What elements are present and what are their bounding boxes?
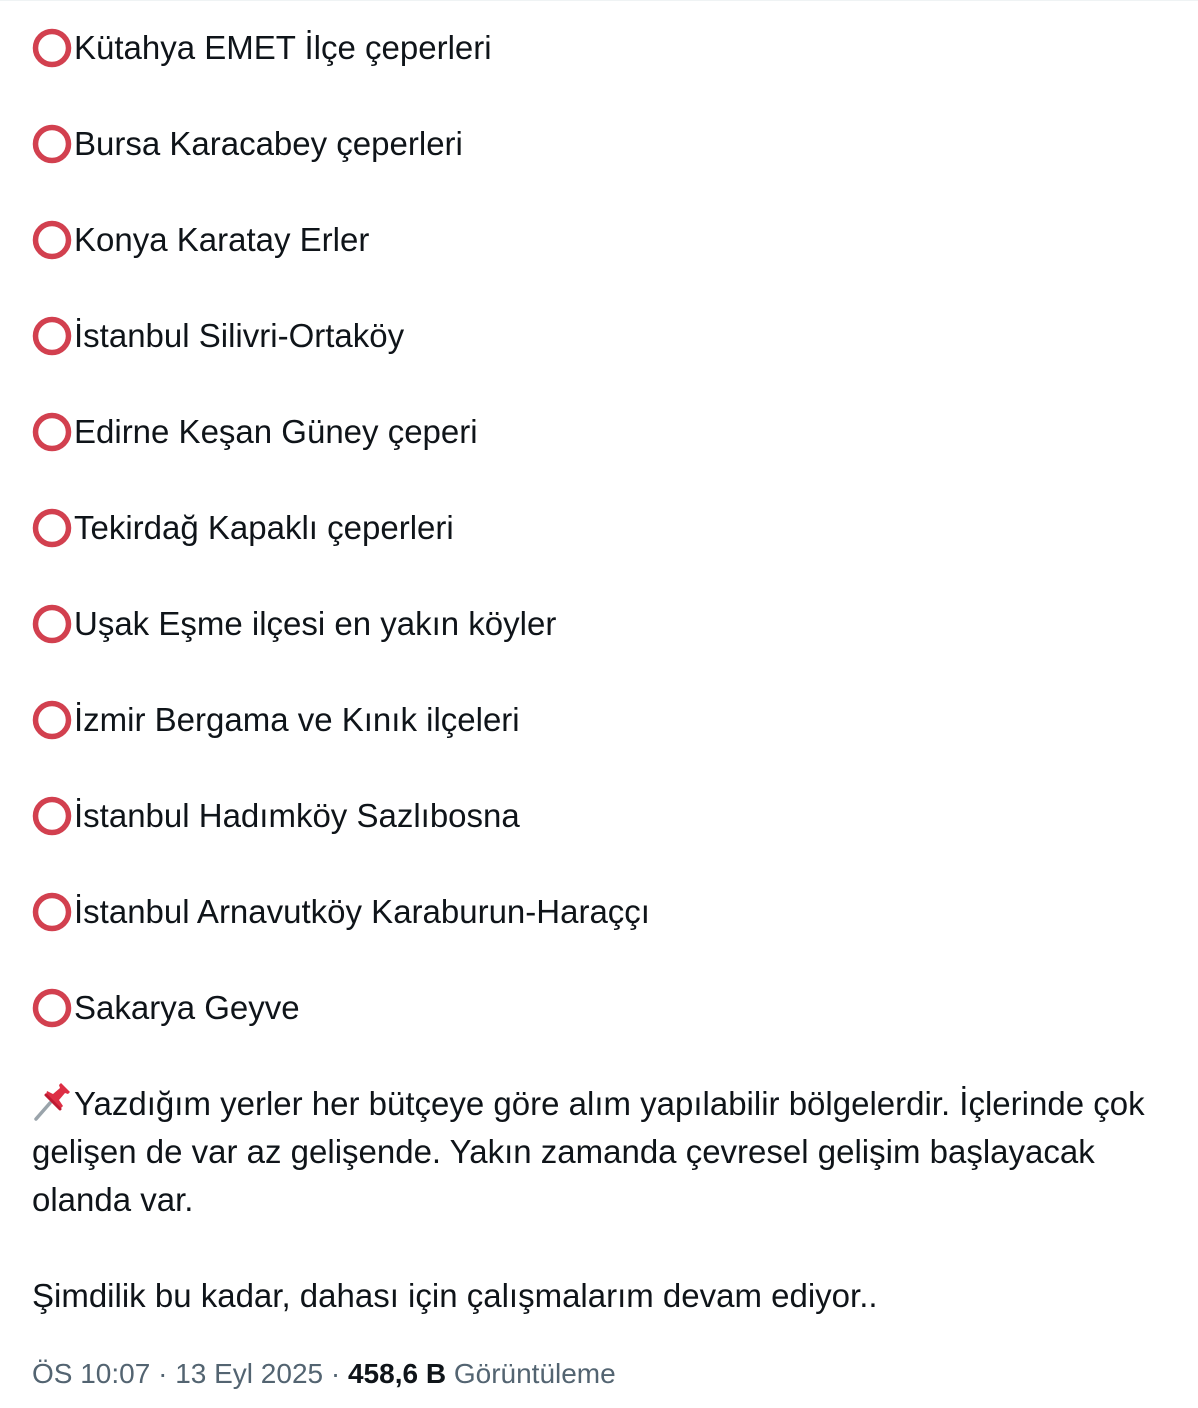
list-item: [32, 118, 1152, 214]
hollow-red-circle-icon: [32, 502, 74, 554]
views-count: 458,6 B: [347, 1358, 447, 1389]
hollow-red-circle-icon: [32, 790, 74, 842]
list-item: [32, 886, 1152, 982]
list-item-label: Konya Karatay Erler: [74, 221, 370, 258]
list-item-label: Kütahya EMET İlçe çeperleri: [74, 29, 492, 66]
closing-text: Şimdilik bu kadar, dahası için çalışmalarım devam ediyor..: [32, 1277, 878, 1314]
pushpin-icon: [32, 1081, 74, 1121]
tweet-time: ÖS 10:07: [32, 1358, 151, 1389]
list-item-label: İstanbul Hadımköy Sazlıbosna: [74, 797, 520, 834]
hollow-red-circle-icon: [32, 310, 74, 362]
location-list: [32, 22, 1152, 1078]
tweet-note: [32, 1080, 1157, 1224]
list-item-label: Bursa Karacabey çeperleri: [74, 125, 463, 162]
views-link[interactable]: [348, 1358, 616, 1389]
list-item: [32, 22, 1152, 118]
tweet-meta: [32, 1352, 616, 1396]
top-divider: [0, 0, 1198, 1]
list-item: [32, 694, 1152, 790]
list-item-label: İstanbul Arnavutköy Karaburun-Haraççı: [74, 893, 650, 930]
list-item: [32, 982, 1152, 1078]
hollow-red-circle-icon: [32, 982, 74, 1034]
hollow-red-circle-icon: [32, 214, 74, 266]
list-item-label: Tekirdağ Kapaklı çeperleri: [74, 509, 454, 546]
list-item: [32, 598, 1152, 694]
hollow-red-circle-icon: [32, 406, 74, 458]
note-text: Yazdığım yerler her bütçeye göre alım yapılabilir bölgelerdir. İçlerinde çok gelişen de var az gelişende. Yakın zamanda çevresel gelişim başlayacak olanda var.: [32, 1085, 1145, 1218]
views-label: Görüntüleme: [453, 1358, 616, 1389]
list-item: [32, 214, 1152, 310]
hollow-red-circle-icon: [32, 694, 74, 746]
list-item: [32, 406, 1152, 502]
meta-separator: ·: [330, 1358, 341, 1389]
hollow-red-circle-icon: [32, 886, 74, 938]
list-item: [32, 502, 1152, 598]
list-item-label: İzmir Bergama ve Kınık ilçeleri: [74, 701, 520, 738]
list-item-label: Uşak Eşme ilçesi en yakın köyler: [74, 605, 557, 642]
hollow-red-circle-icon: [32, 22, 74, 74]
hollow-red-circle-icon: [32, 598, 74, 650]
list-item-label: İstanbul Silivri-Ortaköy: [74, 317, 405, 354]
list-item: [32, 790, 1152, 886]
list-item: [32, 310, 1152, 406]
tweet-date: 13 Eyl 2025: [175, 1358, 324, 1389]
tweet-timestamp-link[interactable]: [32, 1358, 323, 1389]
hollow-red-circle-icon: [32, 118, 74, 170]
meta-separator: ·: [158, 1358, 168, 1389]
list-item-label: Sakarya Geyve: [74, 989, 300, 1026]
list-item-label: Edirne Keşan Güney çeperi: [74, 413, 478, 450]
